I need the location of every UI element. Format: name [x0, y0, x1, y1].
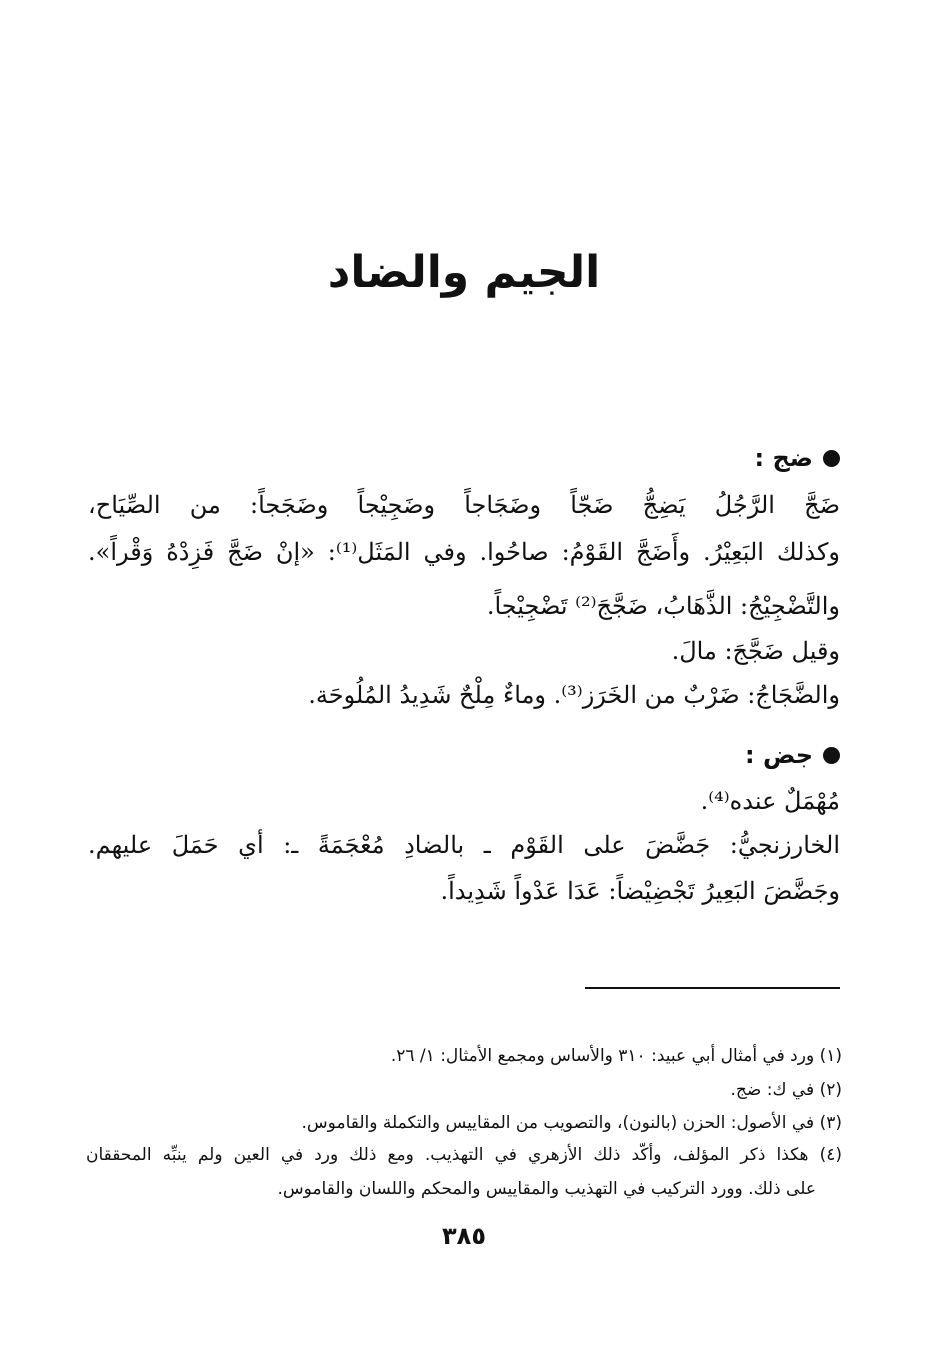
- footnote: (٤) هكذا ذكر المؤلف، وأكّد ذلك الأزهري في التهذيب. ومع ذلك ورد في العين ولم ينبِّه المحققان: [86, 1145, 842, 1165]
- entry-text-line: الخارزنجيُّ: جَضَّضَ على القَوْم ـ بالضادِ مُعْجَمَةً ـ: أي حَمَلَ عليهم.: [88, 831, 840, 859]
- bullet-icon: [823, 747, 840, 764]
- entry-heading-text: جض :: [745, 741, 813, 769]
- footnote-continuation: على ذلك. وورد التركيب في التهذيب والمقاييس والمحكم واللسان والقاموس.: [277, 1179, 816, 1199]
- entry-heading-text: ضج :: [754, 444, 813, 472]
- entry-text-line: وكذلك البَعِيْرُ. وأَضَجَّ القَوْمُ: صاحُوا. وفي المَثَل⁽¹⁾: «إنْ ضَجَّ فَزِدْهُ وَقْراً».: [88, 538, 841, 566]
- entry-text-line: وجَضَّضَ البَعِيرُ تَجْضِيْضاً: عَدَا عَدْواً شَدِيداً.: [440, 877, 840, 905]
- chapter-title: الجيم والضاد: [327, 247, 601, 298]
- footnote: (٢) في ك: ضج.: [730, 1080, 842, 1100]
- footnote: (٣) في الأصول: الحزن (بالنون)، والتصويب من المقاييس والتكملة والقاموس.: [301, 1113, 842, 1133]
- footnote: (١) ورد في أمثال أبي عبيد: ٣١٠ والأساس ومجمع الأمثال: ١/ ٢٦.: [390, 1046, 842, 1066]
- entry-heading-dj: [755, 444, 840, 472]
- entry-text-line: والتَّضْجِيْجُ: الذَّهَابُ، ضَجَّجَ⁽²⁾ تَضْجِيْجاً.: [486, 592, 840, 620]
- entry-text-line: والضَّجَاجُ: ضَرْبٌ من الخَرَز⁽³⁾. وماءٌ مِلْحٌ شَدِيدُ المُلُوحَة.: [308, 681, 840, 709]
- entry-text-line: وقيل ضَجَّجَ: مالَ.: [671, 637, 840, 665]
- footnote-separator: [585, 987, 840, 989]
- entry-heading-jd: [745, 741, 840, 769]
- page-number: ٣٨٥: [442, 1222, 486, 1250]
- entry-text-line: ضَجَّ الرَّجُلُ يَضِجُّ ضَجّاً وضَجَاجاً وضَجِيْجاً وضَجَجاً: من الصِّيَاح،: [88, 491, 840, 519]
- bullet-icon: [823, 450, 840, 467]
- entry-text-line: مُهْمَلٌ عنده⁽⁴⁾.: [700, 787, 840, 815]
